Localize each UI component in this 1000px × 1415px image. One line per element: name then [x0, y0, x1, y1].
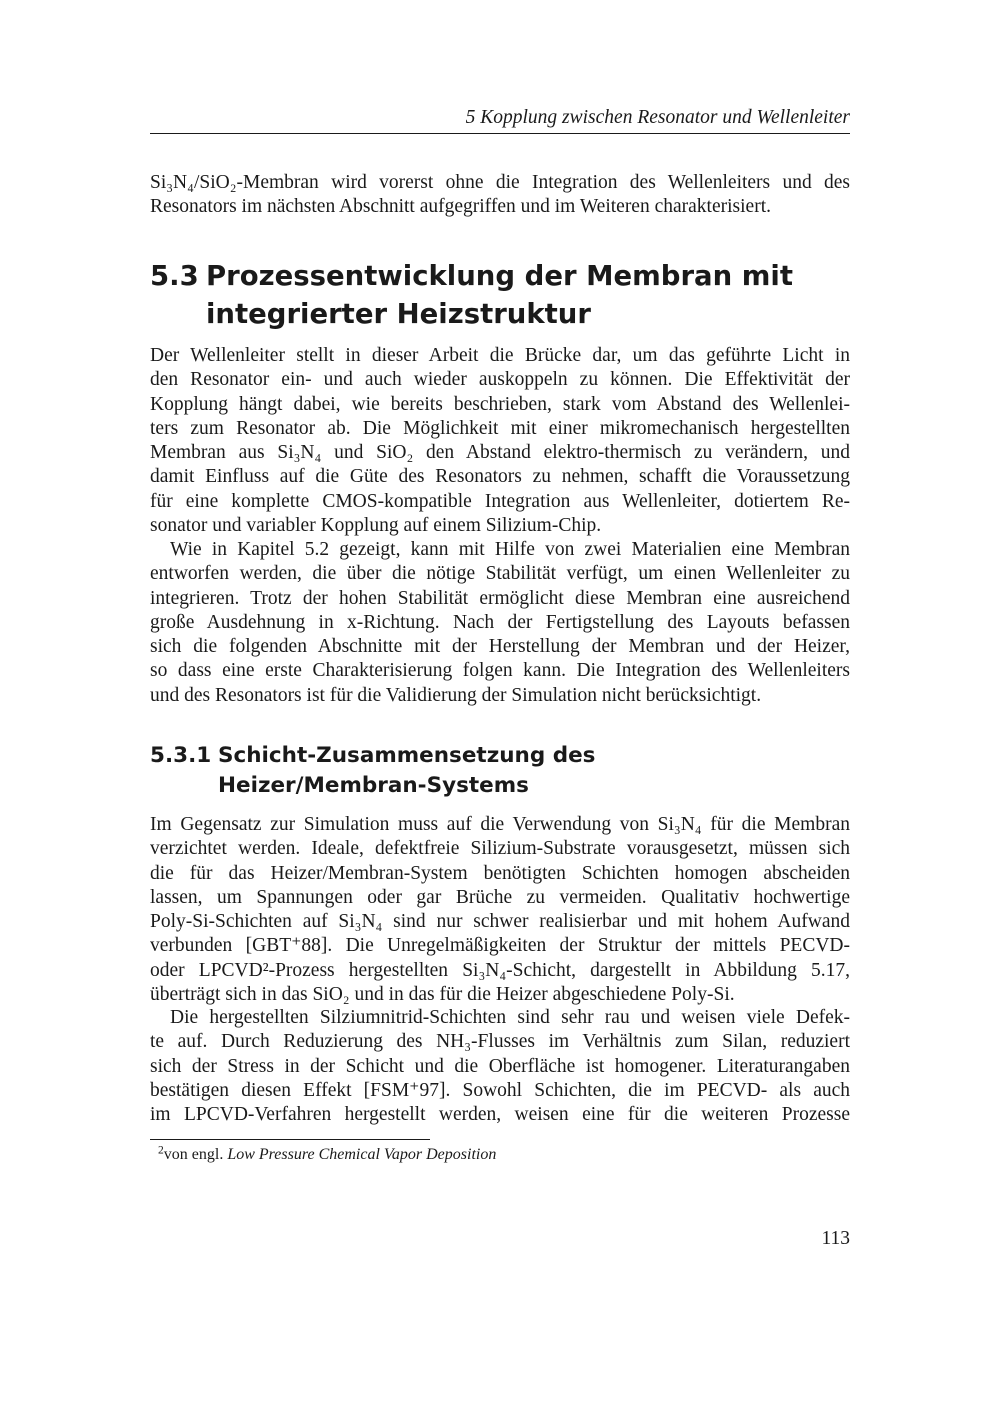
section-number: 5.3 — [150, 260, 199, 292]
intro-paragraph — [150, 171, 850, 220]
section-paragraph-1 — [150, 344, 850, 538]
text-line: so dass eine erste Charakterisierung folgen kann. Die Integration des Wellenleiters — [150, 660, 850, 682]
text-line: verzichtet werden. Ideale, defektfreie Silizium-Substrate vorausgesetzt, müssen sich — [150, 838, 850, 860]
text-line: Kopplung hängt dabei, wie bereits beschrieben, stark vom Abstand des Wellenlei- — [150, 393, 850, 415]
footnote-rule — [150, 1139, 430, 1140]
text-line: im LPCVD-Verfahren hergestellt werden, weisen eine für die weiteren Prozesse — [150, 1104, 850, 1126]
text-line: Si₃N₄/SiO₂-Membran wird vorerst ohne die Integration des Wellenleiters und des — [150, 172, 850, 193]
text-line: für eine komplette CMOS-kompatible Integration aus Wellenleiter, dotiertem Re- — [150, 490, 850, 512]
subsection-paragraph-1 — [150, 813, 850, 1007]
text-line: Die hergestellten Silziumnitrid-Schichten sind sehr rau und weisen viele Defek- — [170, 1007, 850, 1028]
section-heading — [150, 257, 850, 333]
text-line: und des Resonators ist für die Validierung der Simulation nicht berücksichtigt. — [150, 684, 762, 706]
footnote-term: Low Pressure Chemical Vapor Deposition — [227, 1146, 497, 1163]
text-line: Wie in Kapitel 5.2 gezeigt, kann mit Hilfe von zwei Materialien eine Membran — [170, 539, 850, 560]
page-number: 113 — [821, 1228, 850, 1249]
footnote-marker: 2 — [158, 1144, 164, 1157]
text-line: integrieren. Trotz der hohen Stabilität ermöglicht diese Membran eine ausreichend — [150, 587, 850, 609]
footnote-text: von engl. — [163, 1146, 228, 1163]
text-line: Resonators im nächsten Abschnitt aufgegriffen und im Weiteren charakterisiert. — [150, 196, 771, 218]
text-line: sich der Stress in der Schicht und die Oberfläche ist homogener. Literaturangaben — [150, 1055, 850, 1077]
text-line: große Ausdehnung in x-Richtung. Nach der Fertigstellung des Layouts befassen — [150, 611, 850, 633]
text-line: te auf. Durch Reduzierung des NH₃-Flusses im Verhältnis zum Silan, reduziert — [150, 1031, 850, 1053]
subsection-title-line: Schicht-Zusammensetzung des — [218, 743, 596, 768]
text-line: ters zum Resonator ab. Die Möglichkeit mit einer mikromechanisch hergestellten — [150, 417, 850, 439]
footnote — [158, 1145, 496, 1165]
text-line: Im Gegensatz zur Simulation muss auf die Verwendung von Si₃N₄ für die Membran — [150, 814, 850, 835]
subsection-title-line: Heizer/Membran-Systems — [218, 773, 529, 798]
subsection-paragraph-2 — [150, 1006, 850, 1127]
text-line: Membran aus Si₃N₄ und SiO₂ den Abstand elektro-thermisch zu verändern, und — [150, 442, 850, 464]
text-line: verbunden [GBT⁺88]. Die Unregelmäßigkeiten der Struktur der mittels PECVD- — [150, 935, 850, 957]
text-line: sonator und variabler Kopplung auf einem Silizium-Chip. — [150, 515, 602, 537]
text-line: überträgt sich in das SiO₂ und in das für die Heizer abgeschiedene Poly-Si. — [150, 984, 735, 1006]
text-line: oder LPCVD²-Prozess hergestellten Si₃N₄-Schicht, dargestellt in Abbildung 5.17, — [150, 959, 850, 981]
text-line: die für das Heizer/Membran-System benötigten Schichten homogen abscheiden — [150, 862, 850, 884]
text-line: Poly-Si-Schichten auf Si₃N₄ sind nur schwer realisierbar und mit hohem Aufwand — [150, 911, 850, 933]
text-line: sich die folgenden Abschnitte mit der Herstellung der Membran und der Heizer, — [150, 636, 850, 658]
header-rule — [150, 133, 850, 134]
text-line: Der Wellenleiter stellt in dieser Arbeit die Brücke dar, um das geführte Licht in — [150, 345, 850, 366]
subsection-heading — [150, 741, 850, 801]
section-paragraph-2 — [150, 538, 850, 708]
text-line: lassen, um Spannungen oder gar Brüche zu vermeiden. Qualitativ hochwertige — [150, 886, 850, 908]
subsection-number: 5.3.1 — [150, 743, 212, 768]
running-header: 5 Kopplung zwischen Resonator und Wellenleiter — [465, 107, 850, 128]
text-line: damit Einfluss auf die Güte des Resonators zu nehmen, schafft die Voraussetzung — [150, 466, 850, 488]
text-line: bestätigen diesen Effekt [FSM⁺97]. Sowohl Schichten, die im PECVD- als auch — [150, 1079, 850, 1101]
section-title-line: Prozessentwicklung der Membran mit — [206, 260, 793, 292]
text-line: entworfen werden, die über die nötige Stabilität verfügt, um einen Wellenleiter zu — [150, 563, 850, 585]
text-line: den Resonator ein- und auch wieder auskoppeln zu können. Die Effektivität der — [150, 369, 850, 391]
section-title-line: integrierter Heizstruktur — [206, 298, 591, 330]
